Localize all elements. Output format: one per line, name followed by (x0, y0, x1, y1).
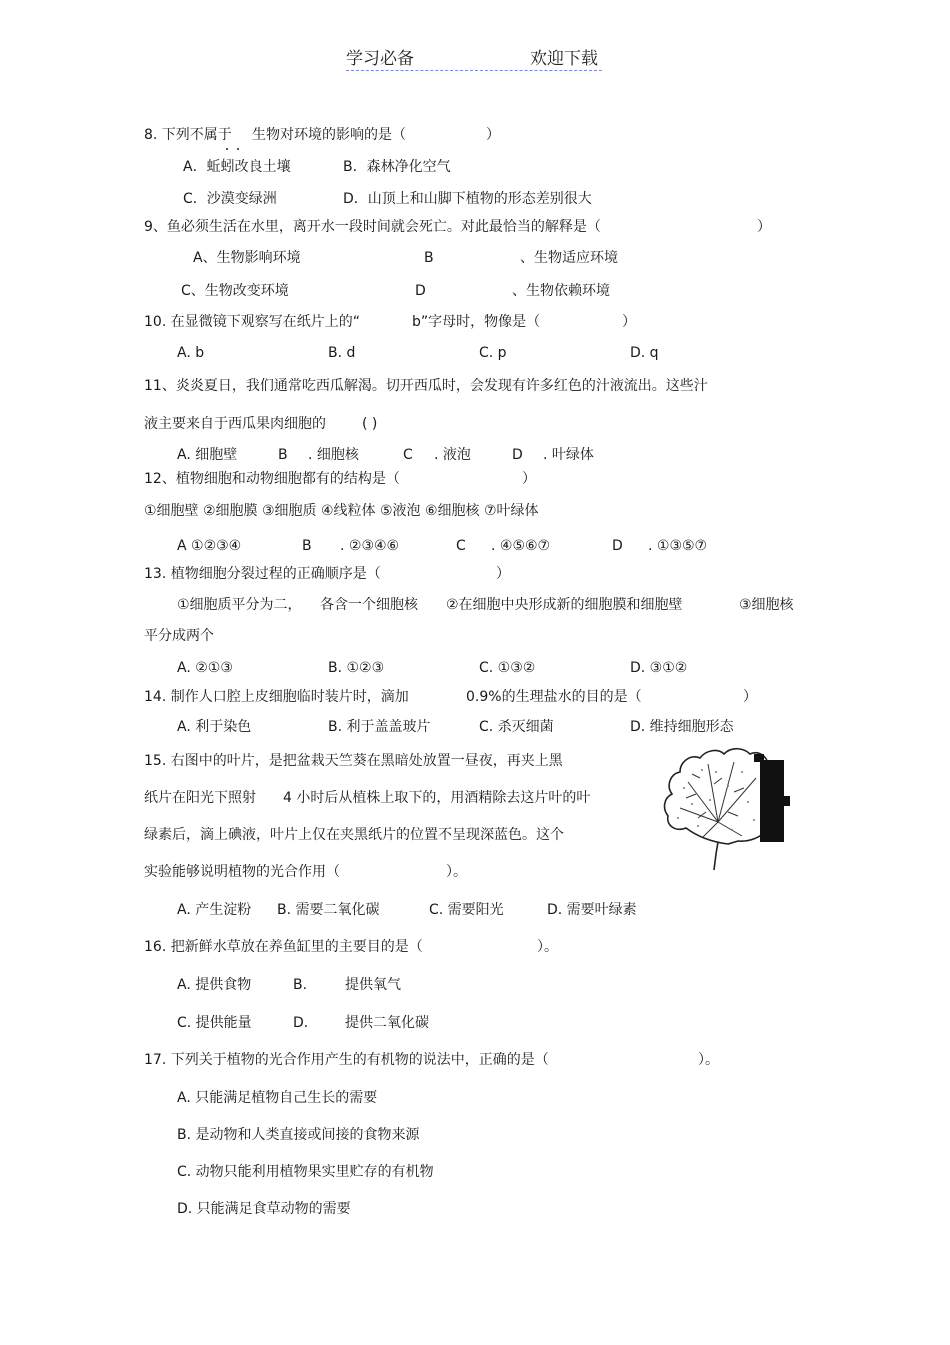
q8-option-c: C．沙漠变绿洲 (183, 191, 277, 207)
q13-stem: 13. 植物细胞分裂过程的正确顺序是（ (144, 566, 381, 582)
q11-option-a: A. 细胞壁 (177, 447, 238, 463)
leaf-stem (714, 842, 718, 870)
q8-stem-a: 8. 下列不属于 (144, 127, 232, 143)
q12-items: ①细胞壁 ②细胞膜 ③细胞质 ④线粒体 ⑤液泡 ⑥细胞核 ⑦叶绿体 (144, 503, 539, 519)
q17-stem-a: 17. 下列关于植物的光合作用产生的有机物的说法中，正确的是（ (144, 1052, 549, 1068)
q12-option-b-letter: B (302, 538, 312, 554)
paper-clip (754, 754, 764, 762)
q14-option-c: C. 杀灭细菌 (479, 719, 554, 735)
q11-option-d: . 叶绿体 (543, 447, 594, 463)
q13-step-3-cont: 平分成两个 (144, 628, 214, 644)
q16-option-b-letter: B. (293, 977, 308, 993)
q16-option-b: 提供氧气 (345, 977, 401, 993)
q15-option-b: B. 需要二氧化碳 (277, 902, 380, 918)
q9-option-b-letter: B (424, 250, 434, 266)
q9-option-d-letter: D (415, 283, 426, 299)
q12-option-c-letter: C (456, 538, 466, 554)
q15-line-4b: ）。 (446, 864, 467, 880)
q10-option-d: D. q (630, 345, 659, 361)
q12-option-d-letter: D (612, 538, 623, 554)
q12-option-d: . ①③⑤⑦ (648, 538, 708, 554)
q14-stem-a: 14. 制作人口腔上皮细胞临时装片时，滴加 (144, 689, 409, 705)
q11-option-c: . 液泡 (434, 447, 471, 463)
q15-line-1: 15. 右图中的叶片，是把盆栽天竺葵在黑暗处放置一昼夜，再夹上黑 (144, 753, 563, 769)
q11-option-b: . 细胞核 (308, 447, 359, 463)
q15-line-2a: 纸片在阳光下照射 (144, 790, 256, 806)
q13-stem-close: ） (496, 566, 510, 582)
emphasis-dot (226, 148, 228, 150)
q9-option-a: A、生物影响环境 (193, 250, 301, 266)
q17-option-b: B. 是动物和人类直接或间接的食物来源 (177, 1127, 420, 1143)
q15-line-3: 绿素后，滴上碘液，叶片上仅在夹黑纸片的位置不呈现深蓝色。这个 (144, 827, 564, 843)
q15-option-d: D. 需要叶绿素 (547, 902, 637, 918)
q10-stem-close: ） (622, 314, 636, 330)
q8-stem-b: 生物对环境的影响的是（ (252, 127, 406, 143)
q16-option-d-letter: D. (293, 1015, 309, 1031)
q14-stem-close: ） (743, 689, 757, 705)
q13-step-3: ③细胞核 (739, 597, 794, 613)
q13-option-b: B. ①②③ (328, 660, 385, 676)
q15-line-2b: 4 小时后从植株上取下的，用酒精除去这片叶的叶 (283, 790, 591, 806)
q9-option-d: 、生物依赖环境 (512, 283, 610, 299)
q16-stem-a: 16. 把新鲜水草放在养鱼缸里的主要目的是（ (144, 939, 423, 955)
q9-option-c: C、生物改变环境 (181, 283, 289, 299)
q11-option-c-letter: C (403, 447, 413, 463)
q8-option-b: B．森林净化空气 (343, 159, 451, 175)
q14-option-d: D. 维持细胞形态 (630, 719, 734, 735)
leaf-diagram (658, 742, 798, 872)
emphasis-dot (237, 148, 239, 150)
q13-step-1: ①细胞质平分为二， (177, 597, 302, 613)
q12-option-b: . ②③④⑥ (340, 538, 400, 554)
q17-option-a: A. 只能满足植物自己生长的需要 (177, 1090, 378, 1106)
q10-stem-b: b”字母时，物像是（ (412, 314, 541, 330)
q13-option-c: C. ①③② (479, 660, 536, 676)
q17-stem-b: ）。 (698, 1052, 719, 1068)
header-right: 欢迎下载 (530, 49, 598, 69)
q16-option-a: A. 提供食物 (177, 977, 252, 993)
q12-stem: 12、植物细胞和动物细胞都有的结构是（ (144, 471, 400, 487)
q14-stem-b: 0.9%的生理盐水的目的是（ (466, 689, 642, 705)
q13-step-2: ②在细胞中央形成新的细胞膜和细胞壁 (446, 597, 683, 613)
q13-option-d: D. ③①② (630, 660, 688, 676)
black-paper (760, 760, 784, 842)
q13-option-a: A. ②①③ (177, 660, 233, 676)
q14-option-b: B. 利于盖盖玻片 (328, 719, 431, 735)
q16-option-c: C. 提供能量 (177, 1015, 252, 1031)
q10-option-c: C. p (479, 345, 507, 361)
q16-option-d: 提供二氧化碳 (345, 1015, 429, 1031)
q17-option-c: C. 动物只能利用植物果实里贮存的有机物 (177, 1164, 434, 1180)
q9-option-b: 、生物适应环境 (520, 250, 618, 266)
q9-stem: 9、鱼必须生活在水里，离开水一段时间就会死亡。对此最恰当的解释是（ (144, 219, 601, 235)
paper-clip (784, 796, 790, 806)
q10-option-b: B. d (328, 345, 356, 361)
q12-stem-close: ） (522, 471, 536, 487)
q16-stem-b: ）。 (537, 939, 558, 955)
q15-line-4a: 实验能够说明植物的光合作用（ (144, 864, 340, 880)
q10-option-a: A. b (177, 345, 205, 361)
q10-stem-a: 10. 在显微镜下观察写在纸片上的“ (144, 314, 360, 330)
q11-line-1: 11、炎炎夏日，我们通常吃西瓜解渴。切开西瓜时，会发现有许多红色的汁液流出。这些汁 (144, 378, 708, 394)
q15-option-c: C. 需要阳光 (429, 902, 504, 918)
header-left: 学习必备 (346, 49, 414, 69)
q12-option-a: A ①②③④ (177, 538, 242, 554)
q8-stem-close: ） (486, 127, 500, 143)
q17-option-d: D. 只能满足食草动物的需要 (177, 1201, 351, 1217)
q11-line-2: 液主要来自于西瓜果肉细胞的 (144, 416, 326, 432)
q11-answer-paren: ( ) (362, 416, 378, 432)
header-divider (346, 70, 602, 71)
q9-stem-close: ） (757, 219, 771, 235)
q13-step-1-cont: 各含一个细胞核 (320, 597, 418, 613)
q14-option-a: A. 利于染色 (177, 719, 252, 735)
q11-option-d-letter: D (512, 447, 523, 463)
leaf-blade (665, 749, 768, 844)
q11-option-b-letter: B (278, 447, 288, 463)
q8-option-a: A．蚯蚓改良土壤 (183, 159, 291, 175)
q8-option-d: D．山顶上和山脚下植物的形态差别很大 (343, 191, 592, 207)
q15-option-a: A. 产生淀粉 (177, 902, 252, 918)
q12-option-c: . ④⑤⑥⑦ (491, 538, 551, 554)
